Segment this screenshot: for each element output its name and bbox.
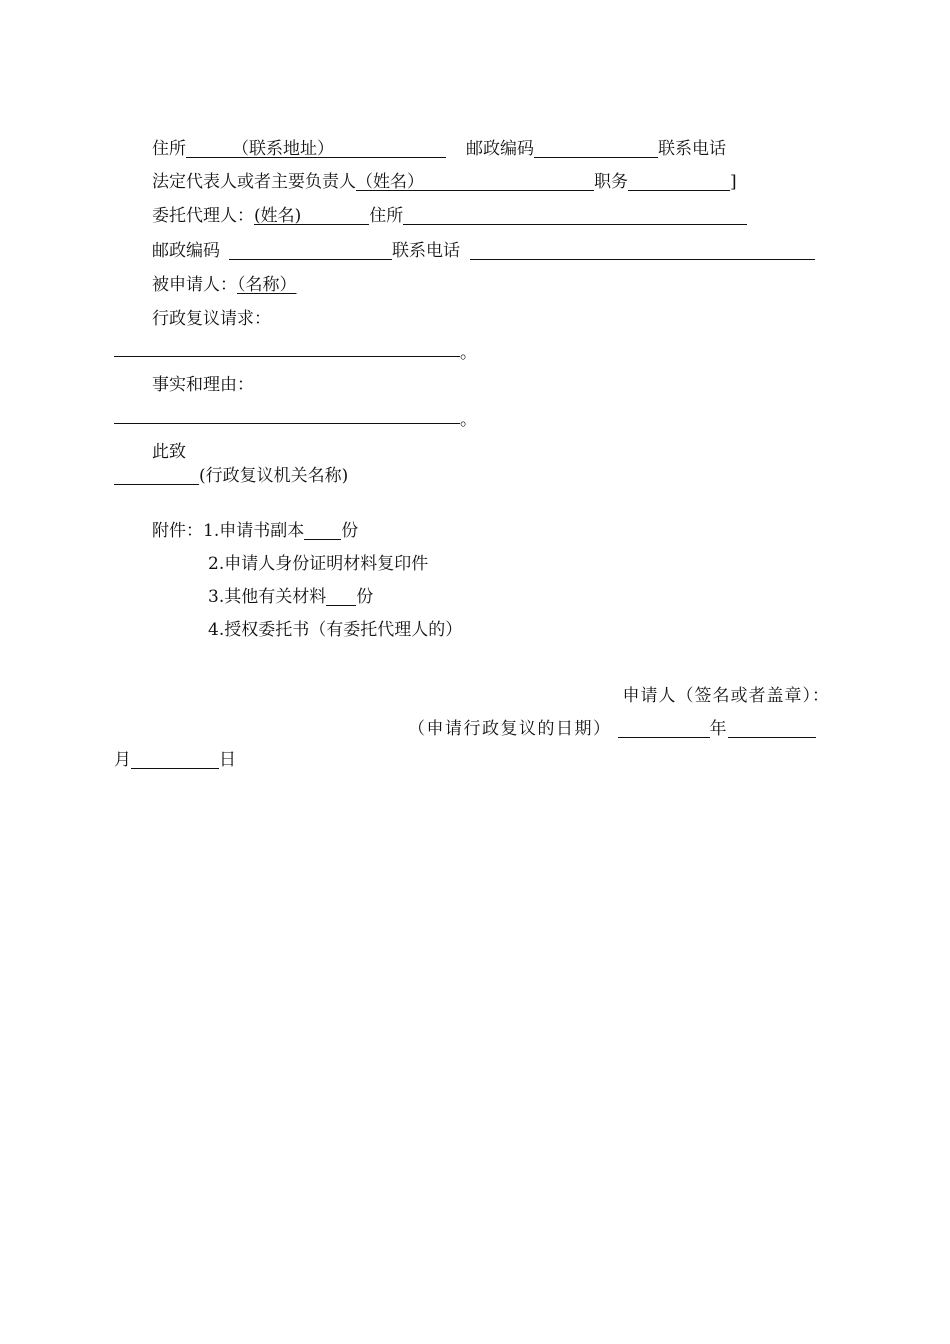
agent-postcode-label: 邮政编码 xyxy=(152,241,220,261)
agent-contact-line xyxy=(152,240,815,264)
attachment-1 xyxy=(152,520,358,544)
agent-address-label: 住所 xyxy=(369,206,404,226)
attachments-label: 附件： xyxy=(152,521,203,541)
date-day-label: 日 xyxy=(219,750,236,770)
respondent-name-hint: （名称） xyxy=(237,275,297,295)
facts-period: 。 xyxy=(460,410,477,430)
date-line-2 xyxy=(114,749,236,773)
address-blank-pre[interactable] xyxy=(186,138,232,158)
address-label: 住所 xyxy=(152,139,186,159)
attachment-1-copies-blank[interactable] xyxy=(304,520,341,540)
attachment-3-text: 3.其他有关材料 xyxy=(208,587,327,607)
attachment-3 xyxy=(208,586,373,610)
attachment-1-text: 1.申请书副本 xyxy=(203,521,305,541)
respondent-label: 被申请人： xyxy=(152,275,237,295)
postcode-label: 邮政编码 xyxy=(466,139,534,159)
address-hint: （联系地址） xyxy=(232,139,334,159)
attachment-2-text: 2.申请人身份证明材料复印件 xyxy=(208,554,429,574)
agent-phone-label: 联系电话 xyxy=(392,241,460,261)
date-month-blank-a[interactable] xyxy=(728,718,816,738)
legal-rep-position-label: 职务 xyxy=(594,172,628,192)
respondent-line xyxy=(152,274,297,298)
date-line xyxy=(408,718,816,742)
request-blank-line[interactable] xyxy=(114,356,460,357)
agent-address-blank[interactable] xyxy=(403,205,747,225)
request-period: 。 xyxy=(460,343,477,363)
date-hint: （申请行政复议的日期） xyxy=(408,719,612,739)
facts-blank-line[interactable] xyxy=(114,423,460,424)
legal-rep-line xyxy=(152,171,737,195)
attachment-4 xyxy=(208,619,462,643)
postcode-blank[interactable] xyxy=(534,138,658,158)
agent-name-hint: (姓名) xyxy=(254,206,302,226)
attachment-2 xyxy=(208,553,428,577)
date-day-blank[interactable] xyxy=(131,749,219,769)
legal-rep-position-blank[interactable] xyxy=(628,171,730,191)
request-heading: 行政复议请求： xyxy=(152,309,271,329)
address-line xyxy=(152,138,726,162)
authority-blank[interactable] xyxy=(114,465,199,485)
agent-label: 委托代理人： xyxy=(152,206,254,226)
signature-label: 申请人（签名或者盖章）： xyxy=(622,686,830,706)
legal-rep-name-blank[interactable] xyxy=(424,171,594,191)
agent-postcode-blank[interactable] xyxy=(229,240,392,260)
authority-hint: (行政复议机关名称) xyxy=(199,466,349,486)
attachment-3-unit: 份 xyxy=(356,587,374,607)
agent-phone-blank[interactable] xyxy=(470,240,815,260)
date-month-label: 月 xyxy=(114,750,131,770)
date-year-blank[interactable] xyxy=(618,718,710,738)
facts-heading: 事实和理由： xyxy=(152,375,254,395)
phone-label: 联系电话 xyxy=(658,139,726,159)
agent-line xyxy=(152,205,747,229)
authority-line xyxy=(114,465,348,489)
salutation: 此致 xyxy=(152,442,186,462)
address-blank-post[interactable] xyxy=(334,138,446,158)
attachment-4-text: 4.授权委托书（有委托代理人的） xyxy=(208,620,463,640)
legal-rep-label: 法定代表人或者主要负责人 xyxy=(152,172,356,192)
agent-name-blank[interactable] xyxy=(301,205,369,225)
date-year-label: 年 xyxy=(709,719,728,739)
attachment-1-unit: 份 xyxy=(341,521,359,541)
attachment-3-copies-blank[interactable] xyxy=(326,586,356,606)
legal-rep-name-hint: （姓名） xyxy=(356,172,424,192)
legal-rep-bracket: ] xyxy=(730,172,737,192)
